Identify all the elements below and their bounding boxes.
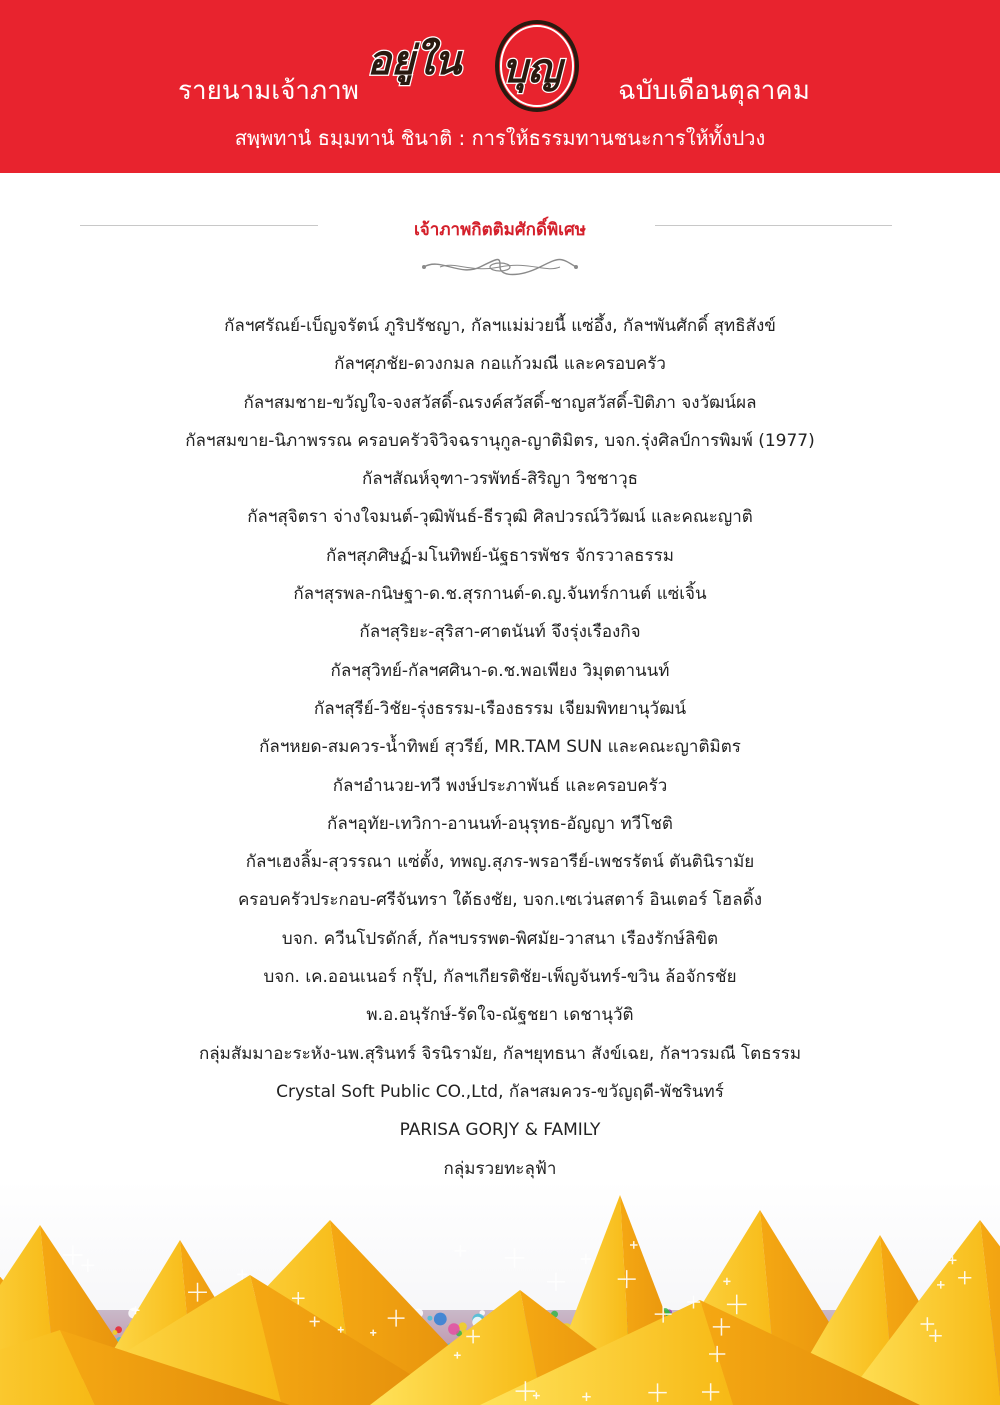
header-subtitle: สพฺพทานํ ธมฺมทานํ ชินาติ : การให้ธรรมทานชนะการให้ทั้งปวง [234,126,766,150]
list-item: กัลฯสุจิตรา จ่างใจมนต์-วุฒิพันธ์-ธีรวุฒิ ศิลปวรณ์วิวัฒน์ และคณะญาติ [247,507,753,528]
list-item: Crystal Soft Public CO.,Ltd, กัลฯสมควร-ขวัญฤดี-พัชรินทร์ [276,1081,724,1102]
logo-yuu-nai-bun [352,12,612,122]
list-item: กัลฯสุภศิษฏ์-มโนทิพย์-นัฐธารพัชร จักรวาลธรรม [326,545,674,566]
list-item: กัลฯสมขาย-นิภาพรรณ ครอบครัวจิวิจฉรานุกูล-ญาติมิตร, บจก.รุ่งศิลป์การพิมพ์ (1977) [185,430,815,451]
list-item: ครอบครัวประกอบ-ศรีจันทรา ใต้ธงชัย, บจก.เซเว่นสตาร์ อินเตอร์ โฮลดิ้ง [237,890,763,911]
footer-pyramids-illustration [0,1180,1000,1405]
svg-text:บุญ: บุญ [502,45,562,92]
header-banner [0,0,1000,173]
sponsor-names-list [40,311,960,1192]
section-title: เจ้าภาพกิตติมศักดิ์พิเศษ [414,220,586,240]
list-item: พ.อ.อนุรักษ์-รัดใจ-ณัฐชยา เดชานุวัติ [366,1005,634,1026]
list-item: บจก. ควีนโปรดักส์, กัลฯบรรพต-พิศมัย-วาสนา เรืองรักษ์ลิขิต [281,928,719,949]
list-item: กัลฯสัณห์จุฑา-วรพัทธ์-สิริญา วิชชาวุธ [362,469,638,490]
list-item: กัลฯศุภชัย-ดวงกมล กอแก้วมณี และครอบครัว [334,354,666,375]
list-item: กัลฯหยด-สมควร-น้ำทิพย์ สุวรีย์, MR.TAM SUN และคณะญาติมิตร [259,737,741,758]
flourish-ornament-icon [420,255,580,279]
svg-text:อยู่ใน: อยู่ใน [367,37,462,84]
list-item: กัลฯสุวิทย์-กัลฯศศินา-ด.ช.พอเพียง วิมุตตานนท์ [330,660,670,681]
list-item: กัลฯศรัณย์-เบ็ญจรัตน์ ภูริปรัชญา, กัลฯแม่ม่วยนี้ แซ่อึ้ง, กัลฯพันศักดิ์ สุทธิสังข์ [224,316,776,336]
header-left-title: รายนามเจ้าภาพ [178,76,359,106]
list-item: PARISA GORJY & FAMILY [399,1120,601,1141]
list-item: กัลฯสุรพล-กนิษฐา-ด.ช.สุรกานต์-ด.ญ.จันทร์กานต์ แซ่เจิ้น [293,584,707,605]
list-item: กัลฯอำนวย-ทวี พงษ์ประภาพันธ์ และครอบครัว [332,775,668,796]
list-item: กัลฯสุริยะ-สุริสา-ศาตนันท์ จึงรุ่งเรืองกิจ [359,622,641,643]
list-item: กัลฯสมชาย-ขวัญใจ-จงสวัสดิ์-ณรงค์สวัสดิ์-ชาญสวัสดิ์-ปิติภา จงวัฒน์ผล [243,392,757,413]
list-item: กัลฯสุรีย์-วิชัย-รุ่งธรรม-เรืองธรรม เจียมพิทยานุวัฒน์ [313,698,687,719]
list-item: กลุ่มรวยทะลุฟ้า [443,1158,557,1179]
list-item: กัลฯเฮงลิ้ม-สุวรรณา แซ่ตั้ง, ทพญ.สุภร-พรอารีย์-เพชรรัตน์ ตันตินิรามัย [245,852,755,873]
list-item: กลุ่มสัมมาอะระหัง-นพ.สุรินทร์ จิรนิรามัย, กัลฯยุทธนา สังข์เฉย, กัลฯวรมณี โตธรรม [198,1043,802,1064]
list-item: บจก. เค.ออนเนอร์ กรุ๊ป, กัลฯเกียรติชัย-เพ็ญจันทร์-ขวิน ล้อจักรชัย [263,967,737,988]
list-item: กัลฯอุทัย-เทวิกา-อานนท์-อนุรุทธ-อัญญา ทวีโชติ [327,813,673,834]
header-right-issue: ฉบับเดือนตุลาคม [618,76,810,106]
